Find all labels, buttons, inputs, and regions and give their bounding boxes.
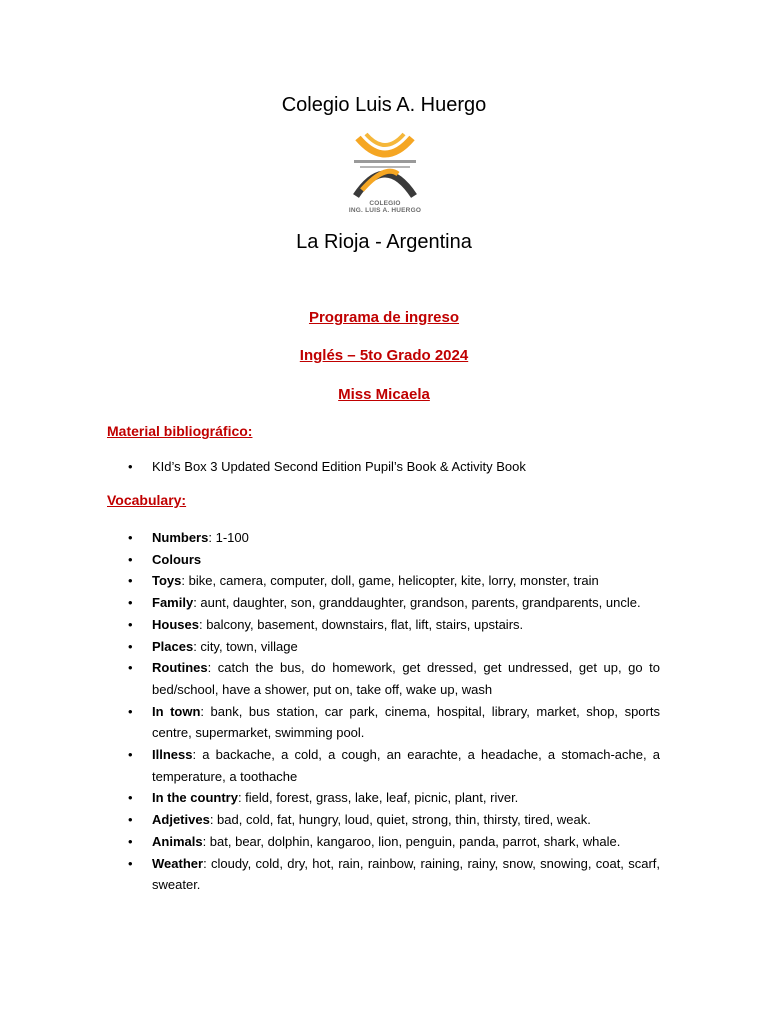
vocab-words: : cloudy, cold, dry, hot, rain, rainbow, raining, rainy, snow, snowing, coat, scarf, sweater.: [152, 855, 660, 893]
list-item: [128, 744, 660, 787]
vocab-term: Colours: [152, 551, 202, 567]
vocab-term: Adjetives: [152, 812, 210, 828]
vocab-words: : field, forest, grass, lake, leaf, picnic, plant, river.: [237, 790, 519, 806]
vocab-term: Toys: [152, 573, 182, 589]
vocab-words: : 1-100: [208, 530, 249, 545]
logo-text-line2: ING. LUIS A. HUERGO: [348, 207, 422, 214]
vocabulary-heading: Vocabulary:: [107, 492, 187, 508]
vocab-term: Routines: [152, 660, 208, 676]
school-logo: [340, 130, 430, 218]
bullet-icon: •: [128, 551, 133, 567]
bullet-icon: •: [128, 703, 133, 719]
vocab-term: Numbers: [152, 530, 209, 545]
list-item: [128, 459, 668, 474]
vocab-term: Family: [152, 595, 194, 611]
list-item: [128, 592, 660, 614]
list-item: [128, 809, 660, 831]
vocab-words: : aunt, daughter, son, granddaughter, grandson, parents, grandparents, uncle.: [193, 595, 641, 611]
location: La Rioja - Argentina: [296, 231, 472, 253]
list-item: [128, 636, 660, 658]
bullet-icon: •: [128, 790, 133, 806]
vocab-words: : balcony, basement, downstairs, flat, lift, stairs, upstairs.: [198, 616, 524, 632]
list-item: [128, 527, 660, 549]
vocab-words: : catch the bus, do homework, get dressed, get undressed, get up, go to bed/school, have a shower, put on, take off, wake up, wash: [152, 660, 660, 697]
bibliography-heading: Material bibliográfico:: [107, 423, 253, 439]
vocab-words: : a backache, a cold, a cough, an earachte, a headache, a stomach-ache, a temperature, a toothache: [152, 747, 660, 784]
bullet-icon: •: [128, 812, 133, 828]
bullet-icon: •: [128, 616, 133, 632]
list-item: [128, 787, 660, 809]
list-item: [128, 831, 660, 853]
bullet-icon: •: [128, 855, 133, 871]
school-name: Colegio Luis A. Huergo: [281, 94, 487, 116]
vocab-term: Weather: [152, 855, 204, 871]
vocab-words: : bank, bus station, car park, cinema, hospital, library, market, shop, sports centre, supermarket, swimming pool.: [152, 703, 660, 741]
vocab-words: : bad, cold, fat, hungry, loud, quiet, strong, thin, thirsty, tired, weak.: [209, 812, 591, 828]
logo-emblem-icon: [340, 130, 430, 200]
vocab-term: Places: [152, 638, 194, 654]
bullet-icon: •: [128, 833, 133, 849]
logo-text-line1: COLEGIO: [369, 200, 401, 207]
bullet-icon: •: [128, 595, 133, 611]
vocab-term: In the country: [152, 790, 238, 806]
vocab-words: : bike, camera, computer, doll, game, helicopter, kite, lorry, monster, train: [181, 573, 599, 589]
bullet-icon: •: [128, 638, 133, 654]
bullet-icon: •: [128, 459, 133, 474]
list-item: [128, 853, 660, 896]
vocab-term: In town: [152, 703, 201, 719]
vocab-words: : bat, bear, dolphin, kangaroo, lion, penguin, panda, parrot, shark, whale.: [202, 833, 621, 849]
bullet-icon: •: [128, 660, 133, 676]
program-title: Programa de ingreso: [308, 309, 460, 326]
vocab-words: : city, town, village: [193, 638, 298, 654]
bibliography-list: [128, 459, 668, 474]
vocab-term: Illness: [152, 747, 193, 763]
bullet-icon: •: [128, 747, 133, 763]
list-item: [128, 549, 660, 571]
list-item: [128, 614, 660, 636]
bibliography-item: KId’s Box 3 Updated Second Edition Pupil’s Book & Activity Book: [152, 459, 526, 474]
course-title: Inglés – 5to Grado 2024: [299, 347, 469, 364]
list-item: [128, 657, 660, 700]
vocab-term: Houses: [152, 616, 199, 632]
teacher-title: Miss Micaela: [338, 386, 430, 403]
list-item: [128, 570, 660, 592]
list-item: [128, 701, 660, 744]
bullet-icon: •: [128, 530, 133, 545]
vocabulary-list: [128, 527, 660, 896]
vocab-term: Animals: [152, 833, 203, 849]
bullet-icon: •: [128, 573, 133, 589]
